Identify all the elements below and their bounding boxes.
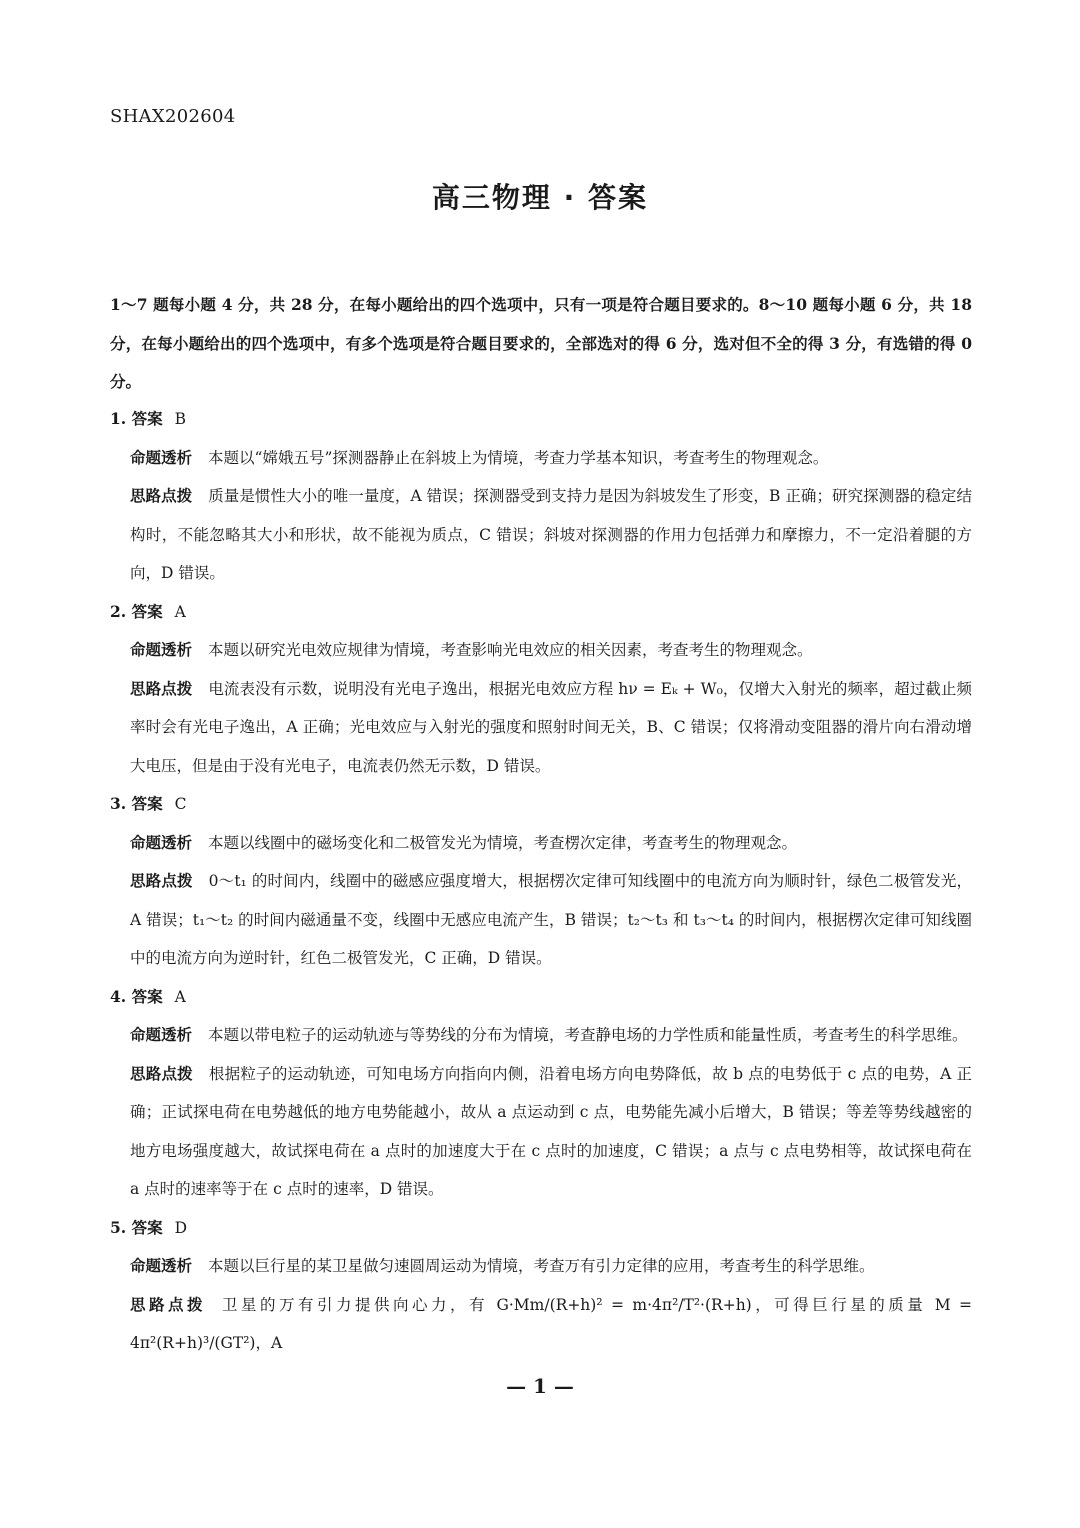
question-header-2 xyxy=(110,593,972,632)
solution-label: 思路点拨 xyxy=(130,679,193,698)
answer-letter: B xyxy=(174,410,186,428)
solution-text: 卫星的万有引力提供向心力，有 G·Mm/(R+h)² = m·4π²/T²·(R+h)，可得巨行星的质量 M = 4π²(R+h)³/(GT²)，A xyxy=(130,1295,972,1352)
analysis-text: 本题以带电粒子的运动轨迹与等势线的分布为情境，考查静电场的力学性质和能量性质，考查考生的科学思维。 xyxy=(208,1026,968,1044)
solution-label: 思路点拨 xyxy=(130,872,193,890)
solution-paragraph xyxy=(130,1286,972,1363)
analysis-label: 命题透析 xyxy=(130,1257,193,1275)
question-header-1 xyxy=(110,400,972,439)
solution-text: 质量是惯性大小的唯一量度，A 错误；探测器受到支持力是因为斜坡发生了形变，B 正确；研究探测器的稳定结构时，不能忽略其大小和形状，故不能视为质点，C 错误；斜坡对探测器的作用力包括弹力和摩擦力，不一定沿着腿的方向，D 错误。 xyxy=(130,487,972,582)
answer-list xyxy=(110,400,972,1363)
solution-label: 思路点拨 xyxy=(130,1295,207,1314)
page-title: 高三物理 · 答案 xyxy=(431,181,649,214)
solution-text: 电流表没有示数，说明没有光电子逸出，根据光电效应方程 hν = Eₖ + W₀，仅增大入射光的频率，超过截止频率时会有光电子逸出，A 正确；光电效应与入射光的强度和照射时间无关，B、C 错误；仅将滑动变阻器的滑片向右滑动增大电压，但是由于没有光电子，电流表仍然无示数，D 错误。 xyxy=(130,679,972,775)
analysis-paragraph xyxy=(130,1016,972,1055)
analysis-text: 本题以巨行星的某卫星做匀速圆周运动为情境，考查万有引力定律的应用，考查考生的科学思维。 xyxy=(208,1257,875,1275)
analysis-paragraph xyxy=(130,1247,972,1286)
analysis-label: 命题透析 xyxy=(130,833,193,852)
document-code: SHAX202604 xyxy=(110,106,236,127)
solution-paragraph xyxy=(130,670,972,786)
answer-letter: C xyxy=(174,795,187,813)
solution-text: 根据粒子的运动轨迹，可知电场方向指向内侧，沿着电场方向电势降低，故 b 点的电势低于 c 点的电势，A 正确；正试探电荷在电势越低的地方电势能越小，故从 a 点运动到 c 点，电势能先减小后增大，B 错误；等差等势线越密的地方电场强度越大，故试探电荷在 a 点时的加速度大于在 c 点时的加速度，C 错误；a 点与 c 点电势相等，故试探电荷在 a 点时的速率等于在 c 点时的速率，D 错误。 xyxy=(130,1064,972,1198)
solution-paragraph xyxy=(130,1055,972,1209)
answer-letter: D xyxy=(174,1218,188,1237)
answer-letter: A xyxy=(174,987,186,1006)
question-number: 3. 答案 xyxy=(110,794,163,813)
analysis-paragraph xyxy=(130,631,972,670)
solution-paragraph xyxy=(130,477,972,593)
solution-paragraph xyxy=(130,862,972,978)
analysis-label: 命题透析 xyxy=(130,448,193,467)
solution-label: 思路点拨 xyxy=(130,487,193,505)
question-number: 1. 答案 xyxy=(110,409,163,428)
analysis-label: 命题透析 xyxy=(130,1026,193,1044)
page-number: — 1 — xyxy=(506,1374,574,1398)
question-number: 2. 答案 xyxy=(110,601,163,621)
question-header-4 xyxy=(110,978,972,1017)
question-header-5 xyxy=(110,1209,972,1248)
answer-letter: A xyxy=(174,602,186,621)
solution-text: 0～t₁ 的时间内，线圈中的磁感应强度增大，根据楞次定律可知线圈中的电流方向为顺时针，绿色二极管发光，A 错误；t₁～t₂ 的时间内磁通量不变，线圈中无感应电流产生，B 错误；t₂～t₃ 和 t₃～t₄ 的时间内，根据楞次定律可知线圈中的电流方向为逆时针，红色二极管发光，C 正确，D 错误。 xyxy=(130,872,972,967)
question-number: 5. 答案 xyxy=(110,1217,163,1237)
intro-instructions: 1～7 题每小题 4 分，共 28 分，在每小题给出的四个选项中，只有一项是符合题目要求的。8～10 题每小题 6 分，共 18 分，在每小题给出的四个选项中，有多个选项是符合题目要求的，全部选对的得 6 分，选对但不全的得 3 分，有选错的得 0 分。 xyxy=(110,295,972,391)
analysis-text: 本题以研究光电效应规律为情境，考查影响光电效应的相关因素，考查考生的物理观念。 xyxy=(208,641,813,659)
solution-label: 思路点拨 xyxy=(130,1064,193,1083)
analysis-text: 本题以“嫦娥五号”探测器静止在斜坡上为情境，考查力学基本知识，考查考生的物理观念。 xyxy=(208,448,829,467)
question-header-3 xyxy=(110,785,972,824)
analysis-text: 本题以线圈中的磁场变化和二极管发光为情境，考查楞次定律，考查考生的物理观念。 xyxy=(208,833,798,852)
analysis-paragraph xyxy=(130,439,972,478)
analysis-label: 命题透析 xyxy=(130,641,193,659)
question-number: 4. 答案 xyxy=(110,986,163,1006)
analysis-paragraph xyxy=(130,824,972,863)
